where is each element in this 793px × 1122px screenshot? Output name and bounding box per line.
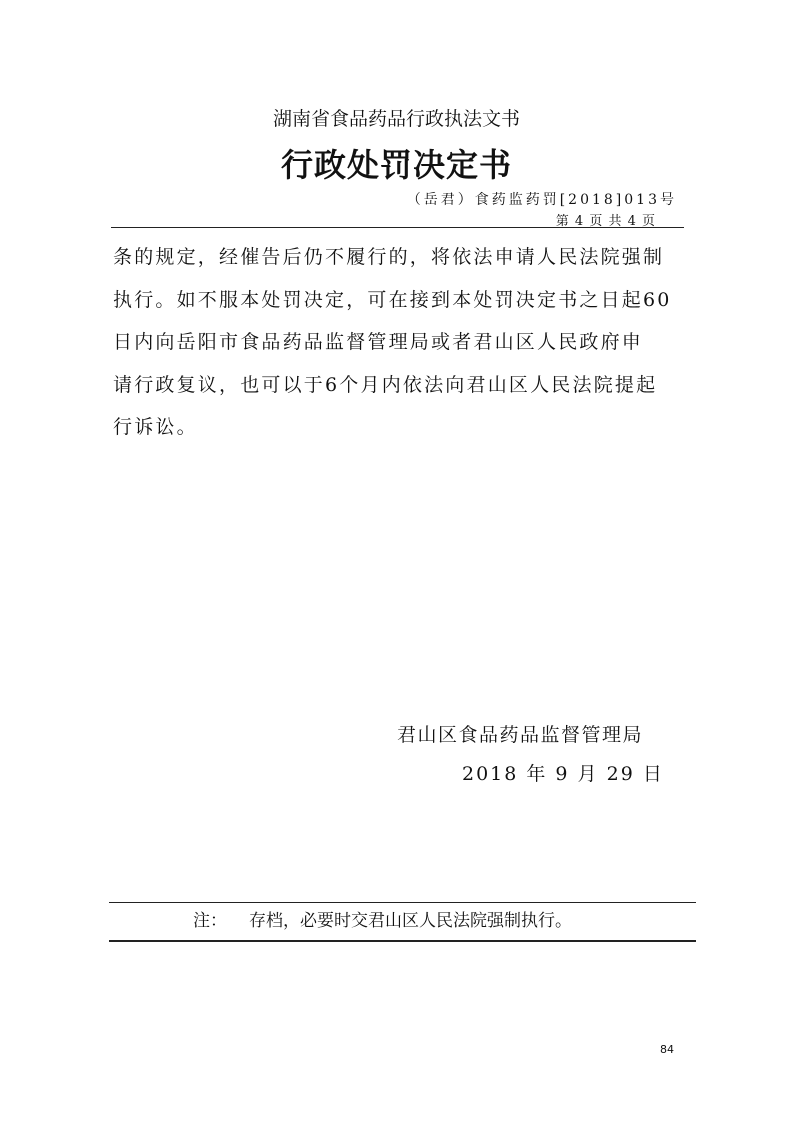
note-top-divider	[109, 902, 696, 903]
page-number: 84	[660, 1043, 674, 1056]
body-line: 执行。如不服本处罚决定，可在接到本处罚决定书之日起60	[113, 288, 672, 311]
body-line: 请行政复议，也可以于6个月内依法向君山区人民法院提起	[113, 373, 658, 396]
signature-organization: 君山区食品药品监督管理局	[397, 724, 644, 746]
signature-date: 2018 年 9 月 29 日	[462, 763, 664, 785]
body-line: 日内向岳阳市食品药品监督管理局或者君山区人民政府申	[113, 331, 644, 353]
body-text	[113, 236, 683, 449]
document-number: （岳君）食药监药罚[2018]013号	[406, 192, 677, 208]
note-label: 注：	[193, 911, 227, 931]
header-divider	[111, 227, 684, 228]
note	[193, 906, 572, 931]
body-line: 条的规定，经催告后仍不履行的，将依法申请人民法院强制	[113, 246, 665, 268]
note-bottom-divider	[109, 940, 696, 942]
note-text: 存档，必要时交君山区人民法院强制执行。	[249, 911, 572, 931]
page-info: 第 4 页 共 4 页	[555, 214, 656, 229]
document-title: 行政处罚决定书	[280, 146, 512, 184]
agency-name: 湖南省食品药品行政执法文书	[272, 108, 520, 130]
body-line: 行诉讼。	[113, 416, 198, 438]
